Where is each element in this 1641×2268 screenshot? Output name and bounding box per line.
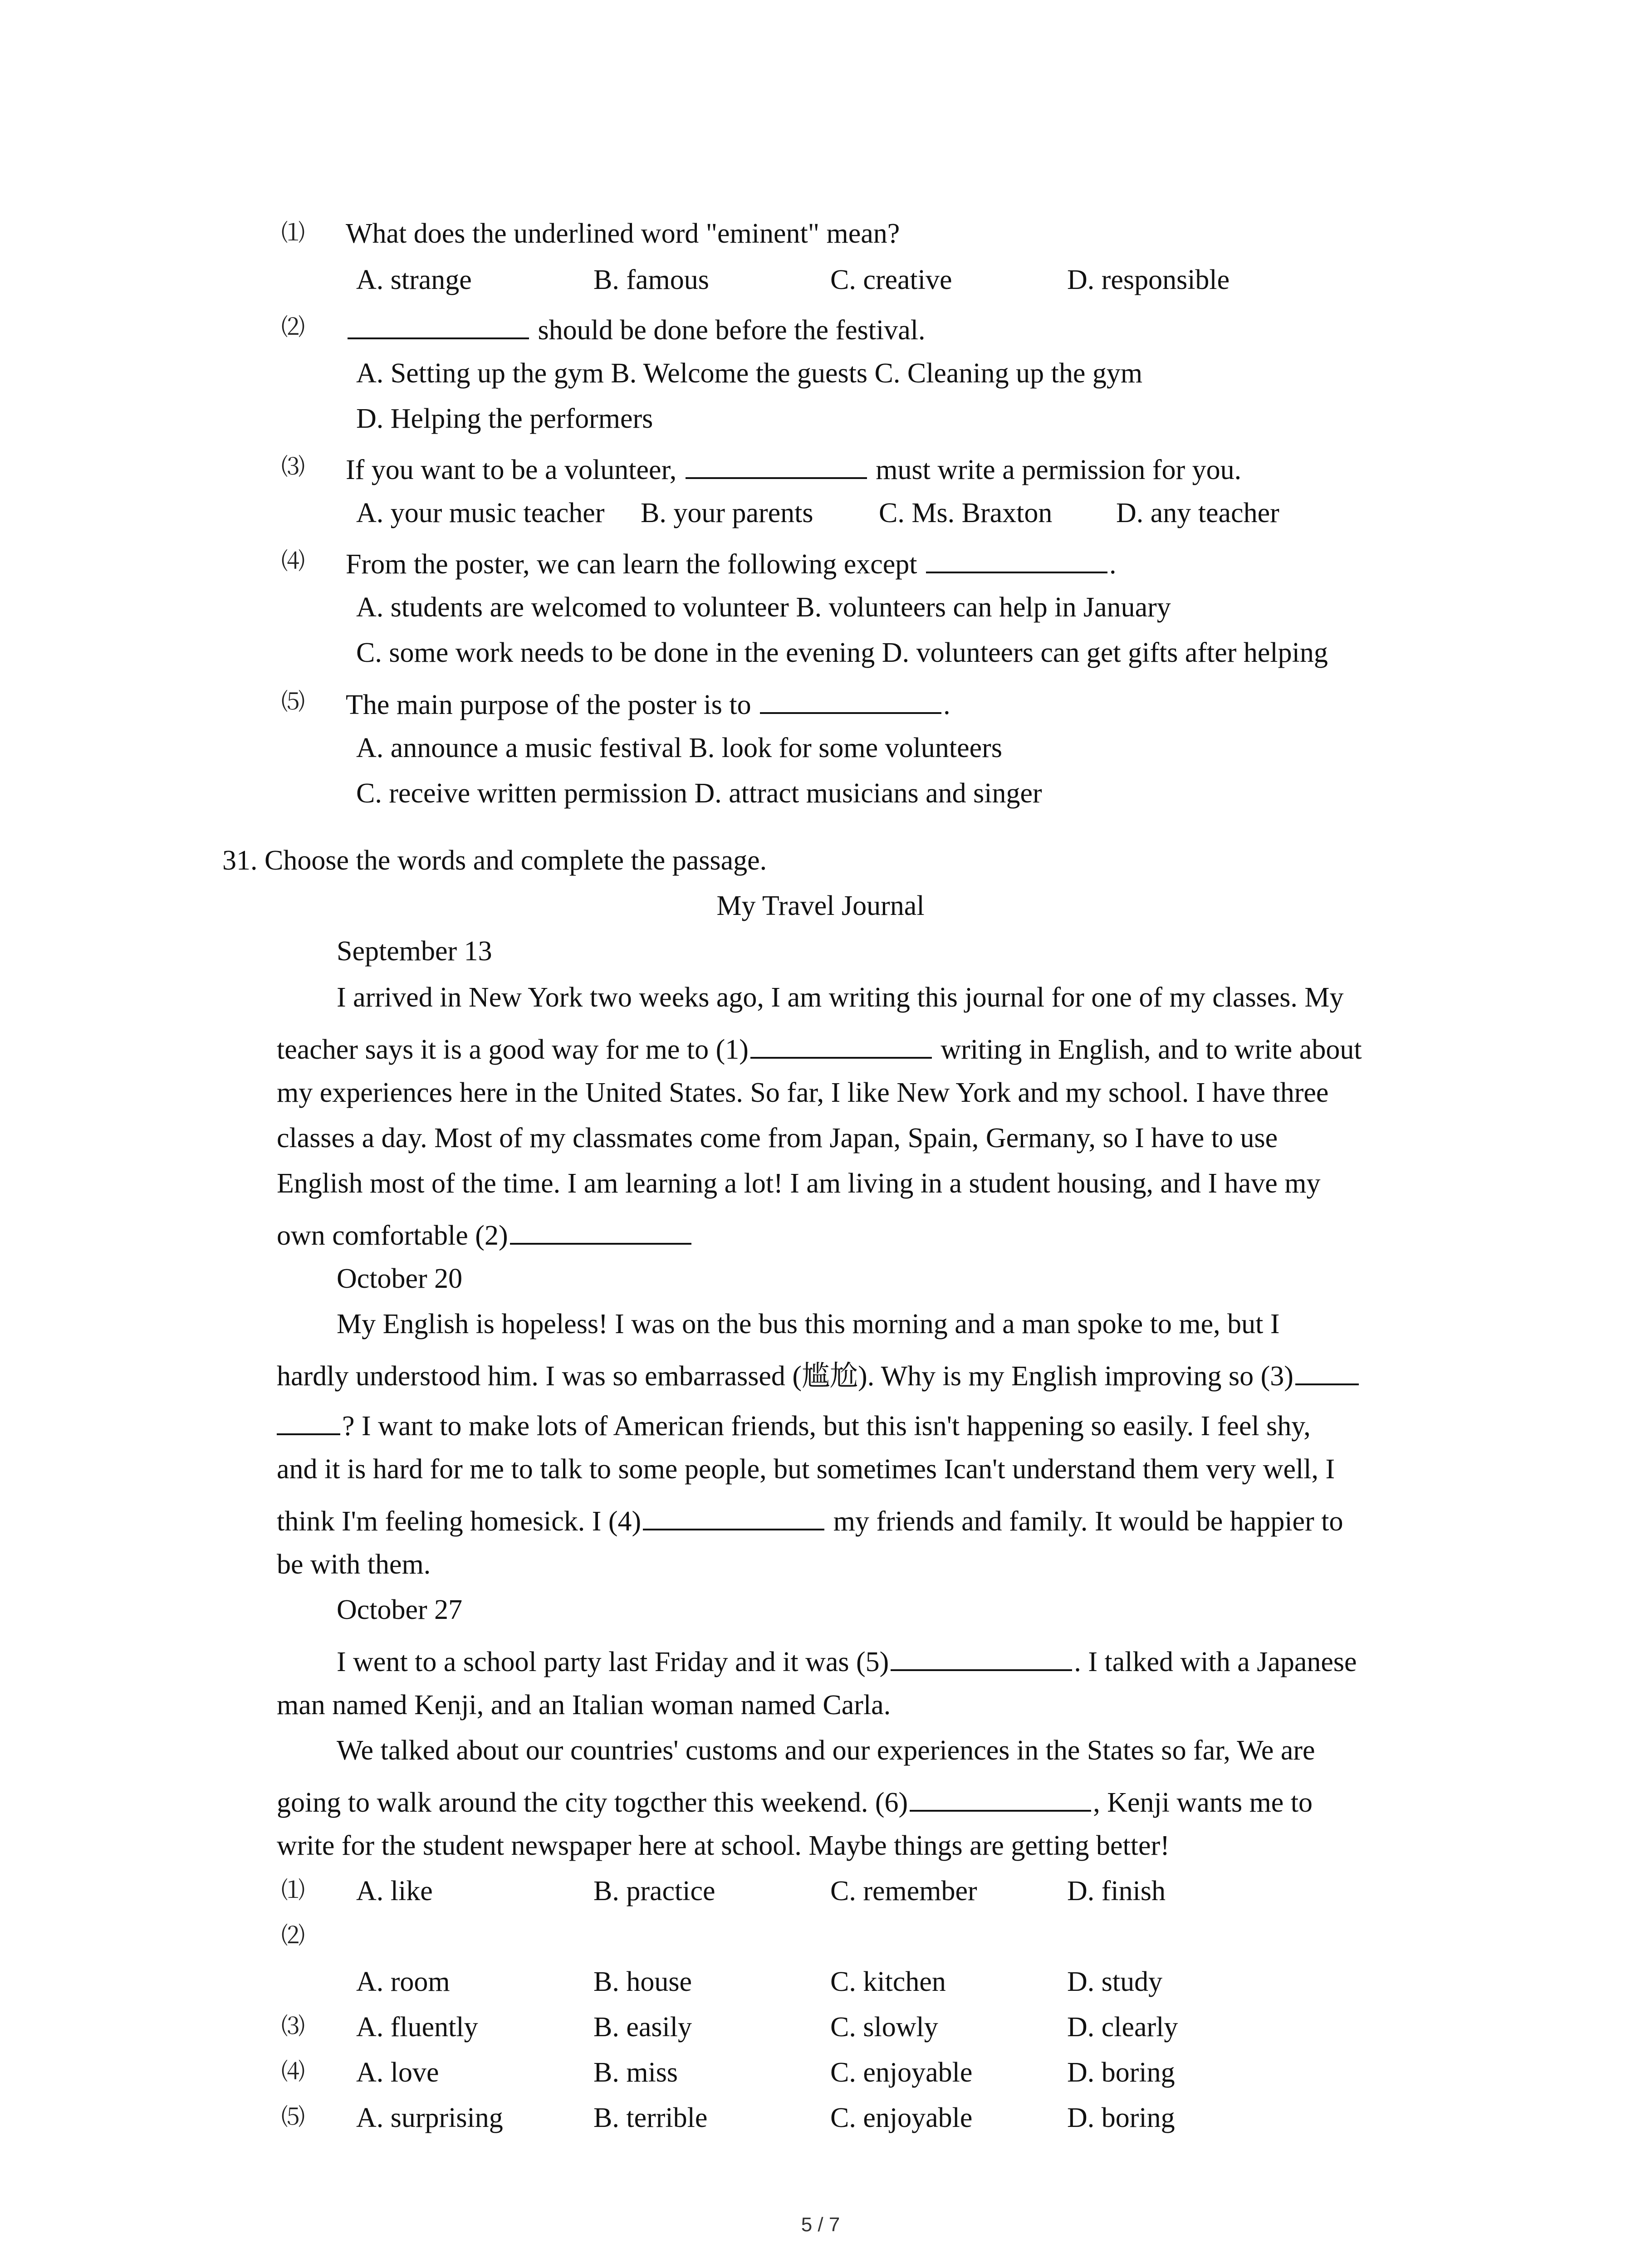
answer-blank-3 (1295, 1360, 1359, 1385)
paragraph-4-line-3: write for the student newspaper here at school. Maybe things are getting better! (277, 1830, 1170, 1861)
q31-1-option-c: C. remember (830, 1876, 977, 1906)
q30-3-option-a: A. your music teacher (356, 498, 605, 528)
q31-3-option-a: A. fluently (356, 2012, 478, 2043)
answer-blank (926, 548, 1107, 573)
q30-5-options-line2: C. receive written permission D. attract musicians and singer (356, 778, 1042, 809)
paragraph-4-line-2: going to walk around the city togcther this weekend. (6) , Kenji wants me to (277, 1787, 1313, 1818)
q30-3-option-d: D. any teacher (1116, 498, 1279, 528)
q31-1-option-d: D. finish (1067, 1876, 1166, 1906)
paragraph-1-line-6: own comfortable (2) (277, 1219, 693, 1250)
paragraph-1-line-4: classes a day. Most of my classmates come from Japan, Spain, Germany, so I have to use (277, 1123, 1278, 1154)
passage-title: My Travel Journal (716, 890, 925, 921)
q30-3-option-c: C. Ms. Braxton (879, 498, 1053, 528)
q31-4-option-a: A. love (356, 2057, 439, 2088)
paragraph-1-line-3: my experiences here in the United States. So far, I like New York and my school. I have three (277, 1077, 1329, 1108)
paragraph-1-line-2: teacher says it is a good way for me to (1) writing in English, and to write about (277, 1034, 1362, 1065)
answer-blank (348, 314, 529, 339)
q31-1-option-a: A. like (356, 1876, 433, 1906)
q31-3-number: ⑶ (281, 2014, 305, 2040)
paragraph-2-line-1: My English is hopeless! I was on the bus this morning and a man spoke to me, but I (337, 1309, 1280, 1339)
q30-1-option-d: D. responsible (1067, 264, 1230, 295)
q31-3-option-d: D. clearly (1067, 2012, 1178, 2043)
q30-1-option-c: C. creative (830, 264, 952, 295)
answer-blank-4 (643, 1505, 824, 1530)
q30-5-stem: The main purpose of the poster is to . (346, 689, 950, 720)
q31-5-option-c: C. enjoyable (830, 2102, 973, 2133)
q30-5-options-line1: A. announce a music festival B. look for some volunteers (356, 733, 1002, 763)
q30-3-number: ⑶ (281, 454, 305, 480)
paragraph-2-line-2: hardly understood him. I was so embarrassed (尴尬). Why is my English improving so (3) (277, 1360, 1361, 1390)
journal-date-2: October 20 (337, 1263, 463, 1294)
answer-blank (686, 454, 867, 479)
q30-1-option-b: B. famous (593, 264, 709, 295)
q31-4-number: ⑷ (281, 2059, 305, 2085)
q30-2-number: ⑵ (281, 314, 305, 341)
q31-2-option-b: B. house (593, 1966, 692, 1997)
paragraph-2-line-6: be with them. (277, 1549, 431, 1580)
journal-date-3: October 27 (337, 1594, 463, 1625)
paragraph-4-line-1: We talked about our countries' customs and our experiences in the States so far, We are (337, 1735, 1315, 1766)
q31-2-option-d: D. study (1067, 1966, 1163, 1997)
q31-heading: 31. Choose the words and complete the passage. (222, 845, 767, 876)
q30-3-stem: If you want to be a volunteer, must write a permission for you. (346, 455, 1242, 485)
q30-4-stem: From the poster, we can learn the following except . (346, 549, 1117, 580)
q30-3-option-b: B. your parents (641, 498, 813, 528)
q31-5-option-a: A. surprising (356, 2102, 503, 2133)
q31-4-option-b: B. miss (593, 2057, 678, 2088)
q30-4-number: ⑷ (281, 548, 305, 575)
answer-blank-1 (750, 1033, 932, 1059)
q30-2-options-line1: A. Setting up the gym B. Welcome the guests C. Cleaning up the gym (356, 358, 1143, 389)
answer-blank-3-cont (277, 1410, 340, 1435)
q31-5-option-b: B. terrible (593, 2102, 708, 2133)
q31-4-option-d: D. boring (1067, 2057, 1175, 2088)
q31-5-number: ⑸ (281, 2104, 305, 2131)
paragraph-2-line-3: ? I want to make lots of American friends, but this isn't happening so easily. I feel shy, (277, 1410, 1311, 1440)
q30-1-option-a: A. strange (356, 264, 472, 295)
paragraph-2-line-5: think I'm feeling homesick. I (4) my friends and family. It would be happier to (277, 1506, 1343, 1537)
answer-blank-5 (891, 1646, 1072, 1671)
q30-1-number: ⑴ (281, 220, 305, 246)
q30-5-number: ⑸ (281, 689, 305, 715)
paragraph-1-line-5: English most of the time. I am learning a lot! I am living in a student housing, and I have my (277, 1168, 1321, 1199)
q31-5-option-d: D. boring (1067, 2102, 1175, 2133)
q31-3-option-b: B. easily (593, 2012, 692, 2043)
answer-blank-6 (910, 1786, 1091, 1812)
answer-blank-2 (510, 1219, 691, 1245)
q30-4-options-line1: A. students are welcomed to volunteer B. volunteers can help in January (356, 592, 1171, 623)
q31-1-number: ⑴ (281, 1877, 305, 1904)
q31-2-option-a: A. room (356, 1966, 450, 1997)
page-number: 5 / 7 (801, 2214, 840, 2236)
paragraph-3-line-2: man named Kenji, and an Italian woman named Carla. (277, 1690, 891, 1721)
q31-3-option-c: C. slowly (830, 2012, 938, 2043)
q31-4-option-c: C. enjoyable (830, 2057, 973, 2088)
q30-1-stem: What does the underlined word "eminent" mean? (346, 218, 900, 249)
q31-2-number: ⑵ (281, 1923, 305, 1949)
q31-2-option-c: C. kitchen (830, 1966, 946, 1997)
paragraph-2-line-4: and it is hard for me to talk to some people, but sometimes Ican't understand them very well, I (277, 1454, 1335, 1485)
q30-4-options-line2: C. some work needs to be done in the evening D. volunteers can get gifts after helping (356, 637, 1328, 668)
q30-2-options-line2: D. Helping the performers (356, 403, 653, 434)
paragraph-1-line-1: I arrived in New York two weeks ago, I am writing this journal for one of my classes. My (337, 982, 1344, 1013)
answer-blank (760, 689, 941, 714)
q31-1-option-b: B. practice (593, 1876, 715, 1906)
journal-date-1: September 13 (337, 936, 492, 967)
paragraph-3-line-1: I went to a school party last Friday and it was (5) . I talked with a Japanese (337, 1647, 1357, 1677)
q30-2-stem: should be done before the festival. (346, 314, 925, 344)
